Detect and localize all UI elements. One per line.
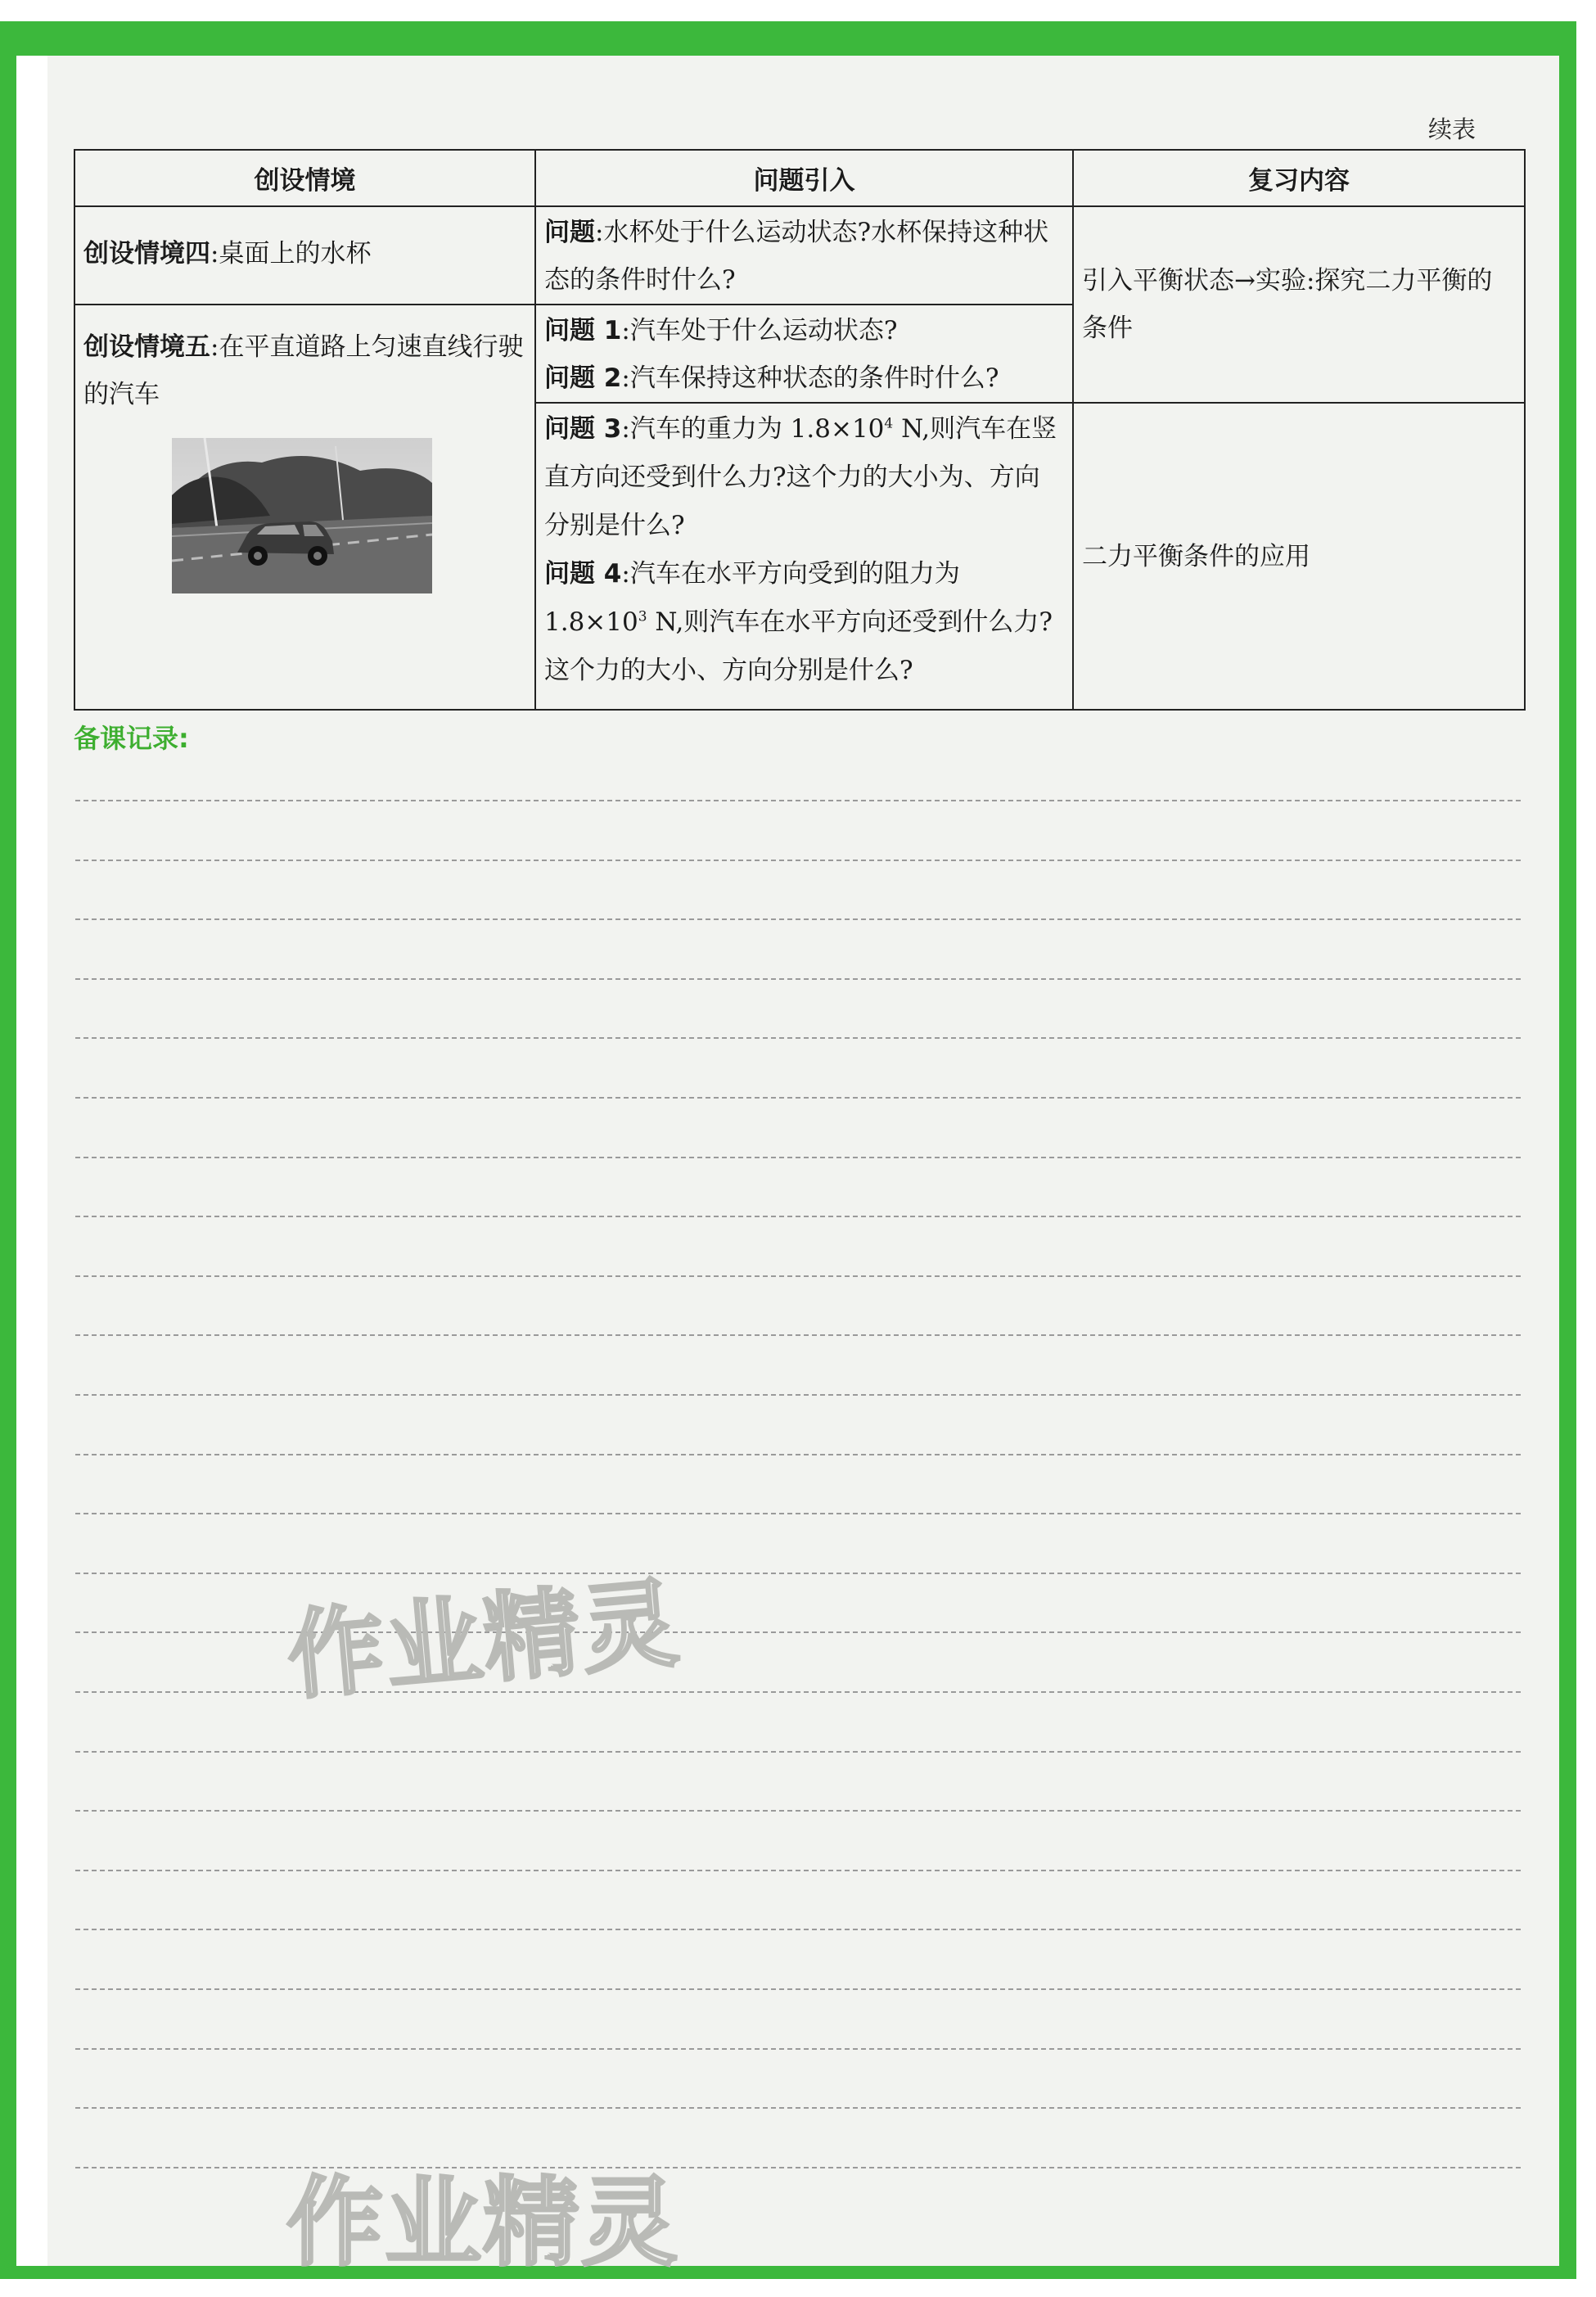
watermark: 作业精灵 — [282, 1566, 684, 1713]
ruled-line — [75, 1394, 1521, 1396]
question-0-lead: 问题 — [544, 218, 595, 247]
car-on-road-photo — [172, 438, 432, 593]
header-question: 问题引入 — [535, 150, 1073, 206]
ruled-line — [75, 1573, 1521, 1574]
ruled-line — [75, 1929, 1521, 1930]
question-3-lead: 问题 3 — [544, 414, 622, 444]
question-4-text-a: :汽车在水平方向受到的阻力为 1.8×10 — [544, 559, 960, 637]
header-review: 复习内容 — [1073, 150, 1525, 206]
ruled-line — [75, 918, 1521, 920]
question-4 — [544, 550, 1064, 695]
scenario-4-lead: 创设情境四 — [83, 239, 210, 269]
header-scenario: 创设情境 — [74, 150, 535, 206]
review-1-text: 引入平衡状态→实验:探究二力平衡的条件 — [1082, 266, 1493, 343]
ruled-line — [75, 1513, 1521, 1514]
ruled-line — [75, 1275, 1521, 1277]
ruled-line — [75, 1037, 1521, 1039]
table-header-row — [74, 150, 1525, 206]
ruled-line — [75, 1454, 1521, 1455]
question-1 — [544, 307, 1064, 354]
ruled-line — [75, 2048, 1521, 2050]
question-1-text: :汽车处于什么运动状态? — [621, 316, 898, 345]
question-4-exponent: 3 — [638, 608, 647, 625]
scenario-4-text: :桌面上的水杯 — [210, 239, 372, 269]
page-border-bottom — [0, 2266, 1576, 2279]
ruled-line — [75, 1334, 1521, 1336]
ruled-line — [75, 978, 1521, 980]
question-3-4-cell — [535, 403, 1073, 710]
question-0-cell — [535, 206, 1073, 305]
question-3-text-b: N,则汽车在竖直方向还受到什么力?这个力的大小为、方向分别是什么? — [544, 414, 1057, 540]
question-1-2-cell — [535, 305, 1073, 403]
lesson-notes-label: 备课记录: — [74, 723, 189, 754]
question-2-text: :汽车保持这种状态的条件时什么? — [621, 363, 999, 393]
ruled-line — [75, 860, 1521, 861]
question-3-text-a: :汽车的重力为 1.8×10 — [621, 414, 885, 444]
review-1-cell — [1073, 206, 1525, 403]
page-border-left — [0, 21, 16, 2279]
question-1-lead: 问题 1 — [544, 316, 622, 345]
page-border-top — [0, 21, 1576, 56]
page-border-right — [1559, 21, 1576, 2277]
ruled-line — [75, 1870, 1521, 1871]
ruled-line — [75, 1751, 1521, 1753]
question-2 — [544, 354, 1064, 402]
scenario-5-lead: 创设情境五 — [83, 332, 210, 362]
ruled-line — [75, 1097, 1521, 1099]
scenario-5-cell — [74, 305, 535, 710]
question-3 — [544, 405, 1064, 550]
review-2-text: 二力平衡条件的应用 — [1082, 541, 1310, 571]
lesson-table — [74, 149, 1526, 711]
question-2-lead: 问题 2 — [544, 363, 622, 393]
question-3-exponent: 4 — [884, 415, 894, 432]
review-2-cell — [1073, 403, 1525, 710]
table-row — [74, 206, 1525, 305]
ruled-line — [75, 1810, 1521, 1812]
ruled-line — [75, 800, 1521, 801]
ruled-line — [75, 2107, 1521, 2109]
question-4-lead: 问题 4 — [544, 559, 622, 589]
scenario-5-text: :在平直道路上匀速直线行驶的汽车 — [83, 332, 524, 409]
question-4-text-b: N,则汽车在水平方向还受到什么力?这个力的大小、方向分别是什么? — [544, 607, 1053, 685]
ruled-line — [75, 1988, 1521, 1990]
ruled-line — [75, 1157, 1521, 1158]
watermark: 作业精灵 — [286, 2166, 680, 2279]
question-0-text: :水杯处于什么运动状态?水杯保持这种状态的条件时什么? — [544, 218, 1049, 295]
scenario-4-cell — [74, 206, 535, 305]
ruled-line — [75, 1216, 1521, 1217]
continued-label: 续表 — [1428, 115, 1477, 143]
